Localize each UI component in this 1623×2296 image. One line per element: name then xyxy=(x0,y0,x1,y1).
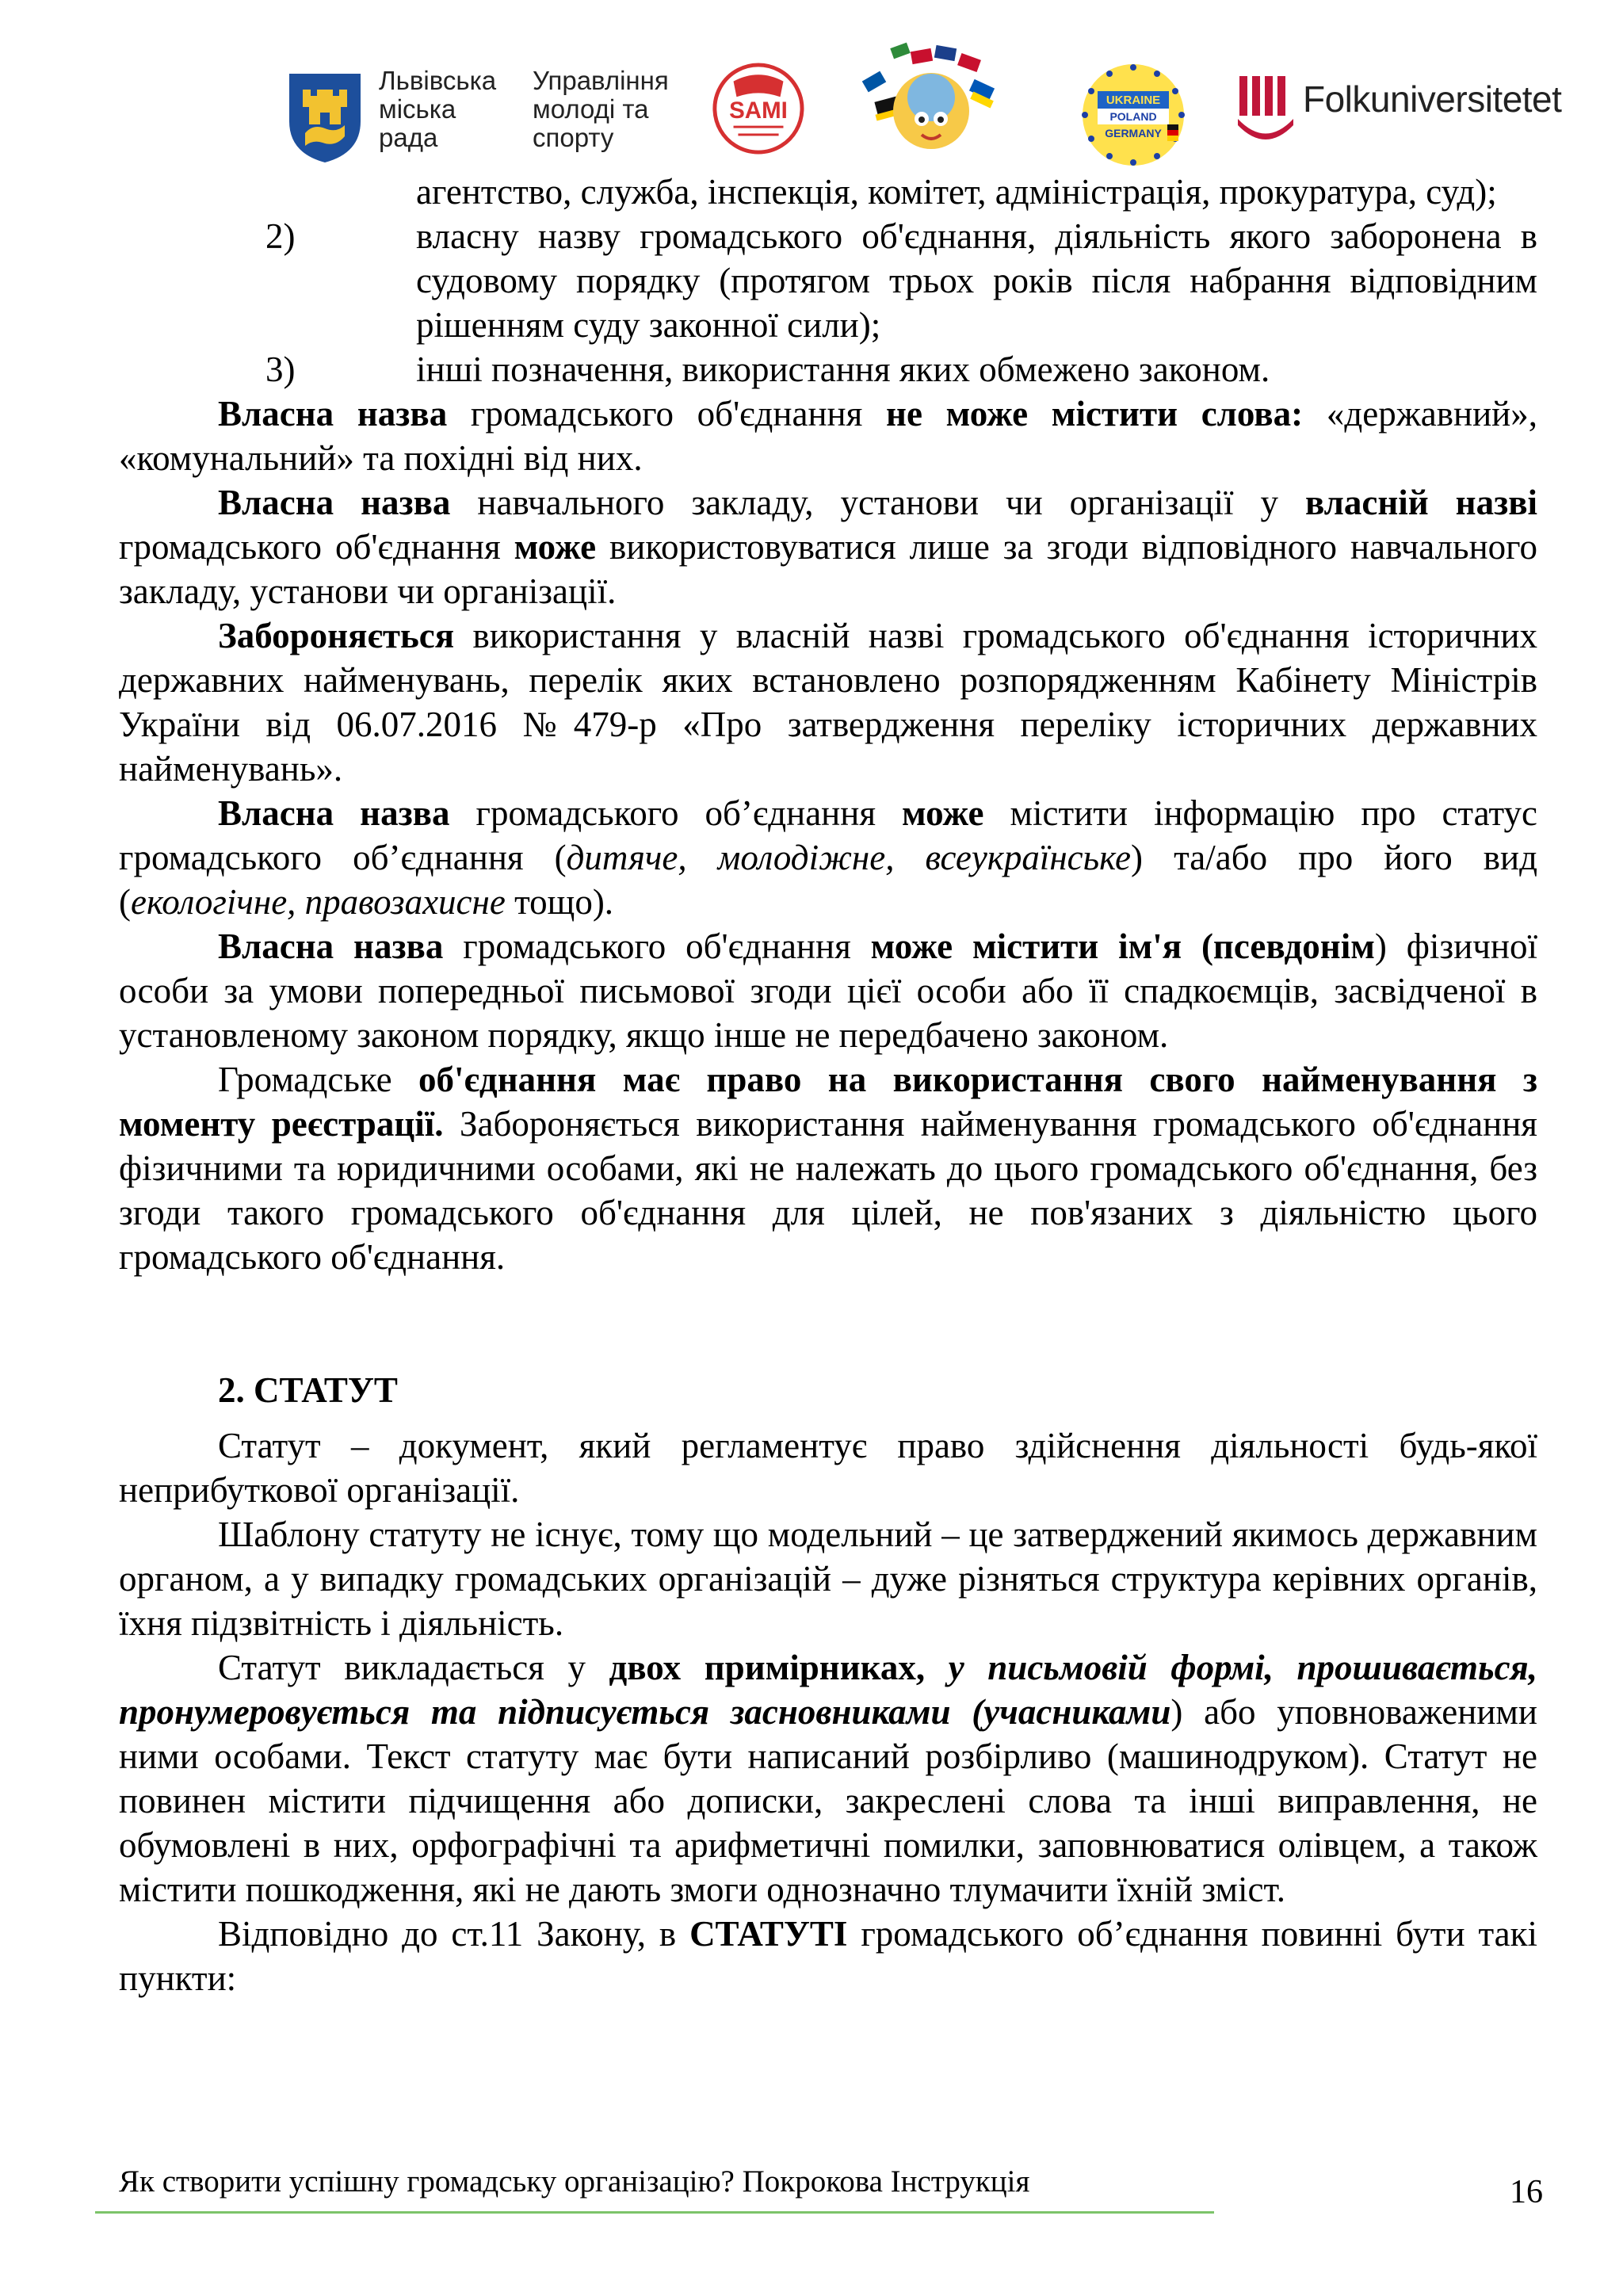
text-run: містити інформацію про статус громадського об’єднання ( xyxy=(119,793,1537,877)
paragraph-educational-name xyxy=(119,480,1537,613)
folkuniversitetet-logo-text: Folkuniversitetet xyxy=(1303,78,1562,120)
list-item-number: 3) xyxy=(265,350,296,389)
bold-text: Власна назва xyxy=(218,483,451,522)
text-run: використовуватися лише за згоди відповідного навчального закладу, установи чи організації. xyxy=(119,527,1537,611)
paragraph-statute-template xyxy=(119,1512,1537,1645)
paragraph-name-rights xyxy=(119,1057,1537,1279)
list-item xyxy=(119,347,1537,392)
text-run: громадського об'єднання xyxy=(119,527,514,567)
sami-logo-label: SAMI xyxy=(729,97,788,124)
italic-text: дитяче, молодіжне, всеукраїнське xyxy=(566,838,1132,877)
bold-text: власній назві xyxy=(1304,483,1537,522)
paragraph-historical-names xyxy=(119,613,1537,791)
bold-text: об'єднання має право на використання свого найменування з моменту реєстрації. xyxy=(119,1060,1537,1144)
text-run: «державний», «комунальний» та похідні від них. xyxy=(119,394,1537,478)
footer-title: Як створити успішну громадську організацію? Покрокова Інструкція xyxy=(119,2164,1030,2199)
italic-text: екологічне, правозахисне xyxy=(131,882,506,922)
spacer xyxy=(119,1412,1537,1423)
text-run: ) фізичної особи за умови попередньої письмової згоди цієї особи або її спадкоємців, засвідченої в установленому законом порядку, якщо інше не передбачено законом. xyxy=(119,926,1537,1055)
text-run: громадського об'єднання xyxy=(447,394,887,434)
list-item-text: власну назву громадського об'єднання, діяльність якого заборонена в судовому порядку (протягом трьох років після набрання відповідним рішенням суду законної сили); xyxy=(416,216,1537,345)
text-run: ) та/або про його вид ( xyxy=(119,838,1538,922)
paragraph-status-info xyxy=(119,791,1537,924)
header-logos xyxy=(0,0,1623,182)
list-item-number: 2) xyxy=(265,216,296,256)
text-run: Забороняється використання найменування громадського об'єднання фізичними та юридичними особами, які не належать до цього громадського об'єднання, без згоди такого громадського об'єднання для цілей, не пов'язаних з діяльністю цього громадського об'єднання. xyxy=(119,1104,1537,1277)
bold-text: не може містити слова: xyxy=(886,394,1304,434)
text-run: Громадське xyxy=(218,1060,418,1099)
document-body xyxy=(119,170,1537,2000)
flags-mascot-logo-icon xyxy=(848,36,1014,170)
text-run: Статут – документ, який регламентує право здійснення діяльності будь-якої неприбуткової організації. xyxy=(119,1426,1537,1510)
text-run: ) або уповноваженими ними особами. Текст статуту має бути написаний розбірливо (машинодруком). Статут не повинен містити підчищення або дописки, закреслені слова та інші виправлення, не обумовлені в них, орфографічні та арифметичні помилки, заповнюватися олівцем, а також містити пошкодження, які не дають змоги однозначно тлумачити їхній зміст. xyxy=(119,1692,1537,1909)
bold-text: може xyxy=(514,527,597,567)
section-heading: 2. СТАТУТ xyxy=(218,1370,398,1410)
list-item-text: інші позначення, використання яких обмежено законом. xyxy=(416,350,1270,389)
bold-text: Власна назва xyxy=(218,793,450,833)
bold-text: СТАТУТІ xyxy=(689,1914,848,1954)
text-run: Статут викладається у xyxy=(218,1648,609,1687)
bold-text: двох примірниках, xyxy=(609,1648,926,1687)
sami-special-olympics-logo-icon xyxy=(712,62,805,155)
footer-divider xyxy=(95,2211,1214,2214)
ukraine-poland-germany-logo-icon xyxy=(1074,59,1193,170)
text-run: використання у власній назві громадського об'єднання історичних державних найменувань, перелік яких встановлено розпорядженням Кабінету Міністрів України від 06.07.2016 №479-р «Про затвердження переліку історичних державних найменувань». xyxy=(119,616,1537,789)
page-number: 16 xyxy=(1510,2174,1543,2210)
list-item-continuation xyxy=(119,170,1537,214)
upg-poland-label: POLAND xyxy=(1109,110,1157,123)
text-run: громадського об’єднання xyxy=(449,793,903,833)
paragraph-statute-points xyxy=(119,1912,1537,2000)
text-run: громадського об’єднання повинні бути такі пункти: xyxy=(119,1914,1537,1998)
folkuniversitetet-logo-icon xyxy=(1236,73,1296,144)
text-run: Шаблону статуту не існує, тому що модельний – це затверджений якимось державним органом, а у випадку громадських організацій – дуже різняться структура керівних органів, їхня підзвітність і діяльність. xyxy=(119,1515,1537,1643)
bold-text: може містити ім'я (псевдонім xyxy=(870,926,1375,966)
paragraph-personal-name xyxy=(119,924,1537,1057)
bold-text: може xyxy=(902,793,984,833)
text-run: громадського об'єднання xyxy=(443,926,871,966)
paragraph-statute-requirements xyxy=(119,1645,1537,1912)
bold-italic-text: у письмовій формі, прошивається, пронумеровується та підписується засновниками (учасниками xyxy=(119,1648,1537,1732)
text-run: навчального закладу, установи чи організації у xyxy=(450,483,1305,522)
list-item xyxy=(119,214,1537,347)
lviv-coat-of-arms-icon xyxy=(285,70,365,165)
spacer xyxy=(119,1324,1537,1368)
list-item-text: агентство, служба, інспекція, комітет, адміністрація, прокуратура, суд); xyxy=(416,172,1497,212)
text-run: тощо). xyxy=(505,882,614,922)
paragraph-name-restrictions xyxy=(119,392,1537,480)
bold-text: Забороняється xyxy=(218,616,455,655)
lviv-council-logo-text: Львівська міська рада xyxy=(379,66,497,152)
bold-text: Власна назва xyxy=(218,394,448,434)
spacer xyxy=(119,1279,1537,1324)
youth-sport-department-logo-text: Управління молоді та спорту xyxy=(533,66,669,152)
bold-text: Власна назва xyxy=(218,926,444,966)
paragraph-statute-definition xyxy=(119,1423,1537,1512)
text-run: Відповідно до ст.11 Закону, в xyxy=(218,1914,690,1954)
upg-germany-label: GERMANY xyxy=(1105,127,1162,139)
upg-ukraine-label: UKRAINE xyxy=(1106,94,1161,107)
